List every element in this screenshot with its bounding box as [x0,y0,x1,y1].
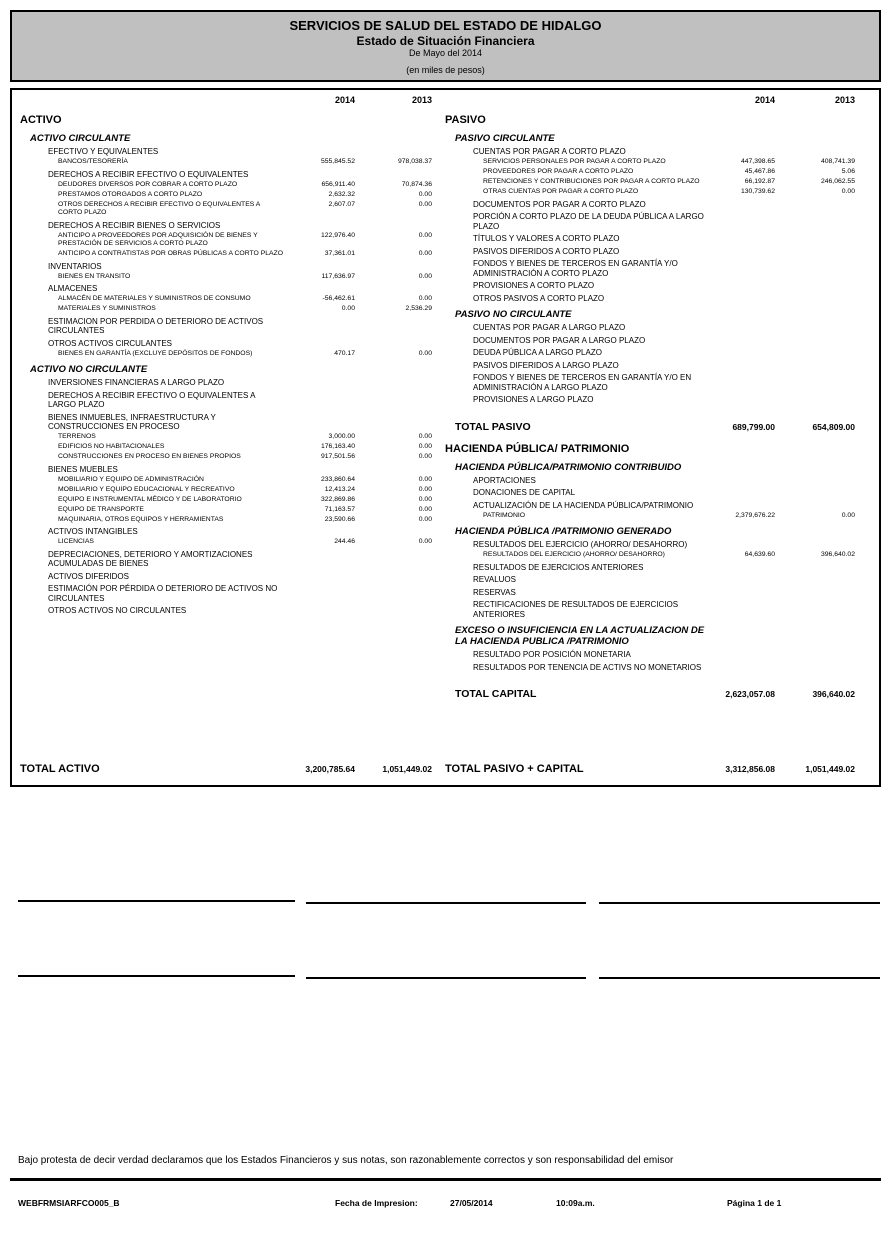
statement-row [12,364,432,375]
report-period: De Mayo del 2014 [408,48,483,58]
row-value-2014: 122,976.40 [320,231,355,239]
row-value-2013: 0.00 [418,495,432,503]
signature-line [599,902,880,904]
row-label: DEPRECIACIONES, DETERIORO Y AMORTIZACIONES ACUMULADAS DE BIENES [48,549,253,568]
row-label: INVENTARIOS [48,261,102,271]
statement-row [437,373,855,392]
row-label: PROVISIONES A LARGO PLAZO [473,395,594,404]
signature-line [599,977,880,979]
row-value-2013: 0.00 [418,443,432,450]
row-label: OTROS ACTIVOS NO CIRCULANTES [48,606,187,615]
row-label: MOBILIARIO Y EQUIPO DE ADMINISTRACIÓN [58,475,204,483]
row-value-2014: 23,590.66 [324,515,355,523]
statement-row [12,413,432,432]
report-subtitle: Estado de Situación Financiera [356,34,535,48]
row-label: CUENTAS POR PAGAR A LARGO PLAZO [473,323,626,332]
row-label: PASIVO [445,114,486,126]
row-value-2014: 689,799.00 [732,421,775,432]
row-label: BIENES INMUEBLES, INFRAESTRUCTURA Y CONSTRUCCIONES EN PROCESO [48,412,216,431]
statement-row [12,191,432,200]
row-value-2014: 12,413.24 [324,485,355,493]
signature-line [306,977,586,979]
row-value-2013: 0.00 [418,515,432,523]
statement-row [12,147,432,157]
total-activo-row [12,763,437,775]
row-label: OTROS ACTIVOS CIRCULANTES [48,338,173,348]
row-value-2014: 917,501.56 [320,453,355,460]
statement-row [437,476,855,486]
statement-row [12,433,432,442]
statement-row [12,486,432,495]
row-label: TOTAL PASIVO [455,420,531,433]
statement-row [12,114,432,127]
row-value-2013: 0.00 [418,475,432,483]
total-pasivo-capital-2013: 1,051,449.02 [805,764,855,774]
statement-row [12,232,432,249]
statement-row [437,443,855,456]
row-value-2014: 555,845.52 [320,158,355,165]
row-value-2013: 70,874.36 [401,180,432,188]
signature-line [18,975,295,977]
row-value-2014: 470.17 [334,349,355,357]
row-label: FONDOS Y BIENES DE TERCEROS EN GARANTÍA Y/O EN ADMINISTRACIÓN A LARGO PLAZO [473,373,692,392]
statement-row [437,200,855,210]
report-units: (en miles de pesos) [406,65,485,75]
statement-row [12,527,432,537]
row-value-2014: 3,000.00 [328,433,355,440]
row-label: HACIENDA PÚBLICA /PATRIMONIO GENERADO [455,526,672,537]
row-label: MATERIALES Y SUMINISTROS [58,305,156,312]
statement-row [437,294,855,304]
signature-line [18,900,295,902]
signature-line [306,902,586,904]
statement-row [437,361,855,371]
total-activo-2014: 3,200,785.64 [305,764,355,774]
statement-row [12,350,432,359]
statement-row [12,339,432,349]
row-label: PATRIMONIO [483,511,526,519]
row-label: BIENES EN TRANSITO [58,272,131,280]
row-label: BANCOS/TESORERÍA [58,158,128,165]
row-label: TÍTULOS Y VALORES A CORTO PLAZO [473,234,620,243]
row-label: PASIVOS DIFERIDOS A LARGO PLAZO [473,360,619,370]
row-value-2014: 64,639.60 [744,551,775,558]
row-label: REVALUOS [473,575,516,584]
statement-row [437,323,855,333]
row-label: INVERSIONES FINANCIERAS A LARGO PLAZO [48,378,225,387]
row-label: HACIENDA PÚBLICA/PATRIMONIO CONTRIBUIDO [455,461,682,473]
row-label: DERECHOS A RECIBIR EFECTIVO O EQUIVALENTES A LARGO PLAZO [48,390,256,409]
row-value-2013: 0.00 [418,190,432,198]
row-label: CUENTAS POR PAGAR A CORTO PLAZO [473,147,626,156]
row-value-2014: 117,636.97 [321,272,355,280]
row-value-2013: 0.00 [418,505,432,513]
row-label: RESERVAS [473,587,516,597]
statement-row [12,538,432,547]
row-label: ACTIVO CIRCULANTE [30,133,131,144]
statement-row [12,295,432,304]
statement-row [12,317,432,336]
balance-sheet-columns [12,90,879,757]
row-label: LICENCIAS [58,538,94,545]
statement-row [437,212,855,231]
pasivo-column [437,90,879,757]
row-value-2014: -56,462.61 [322,295,355,302]
grand-totals-row [12,757,879,785]
row-label: APORTACIONES [473,475,536,485]
print-time: 10:09a.m. [556,1198,595,1208]
statement-row [437,501,855,511]
report-header [10,10,881,82]
row-label: MAQUINARIA, OTROS EQUIPOS Y HERRAMIENTAS [58,515,224,523]
statement-row [437,147,855,157]
print-date: 27/05/2014 [450,1198,493,1208]
row-label: DOCUMENTOS POR PAGAR A LARGO PLAZO [473,335,646,345]
statement-row [12,250,432,259]
row-value-2013: 396,640.02 [812,689,855,699]
row-label: ESTIMACION POR PERDIDA O DETERIORO DE ACTIVOS CIRCULANTES [48,316,264,335]
row-value-2014: 176,163.40 [320,443,355,450]
statement-row [437,178,855,187]
statement-row [12,572,432,582]
row-value-2013: 5.06 [841,168,855,175]
statement-row [437,688,855,701]
row-value-2013: 0.00 [418,295,432,302]
row-value-2014: 0.00 [341,305,355,312]
statement-row [437,158,855,167]
row-value-2013: 0.00 [418,453,432,460]
footer-divider [10,1178,881,1181]
year-column-headers-left [12,90,432,105]
statement-row [437,114,855,127]
row-value-2013: 0.00 [418,538,432,545]
row-label: DERECHOS A RECIBIR BIENES O SERVICIOS [48,220,221,230]
row-value-2013: 0.00 [841,188,855,195]
statement-row [12,170,432,180]
statement-row [12,284,432,294]
statement-row [437,395,855,405]
report-title: SERVICIOS DE SALUD DEL ESTADO DE HIDALGO [289,18,602,33]
pasivo-rows [437,105,855,701]
row-label: ACTIVO [20,114,62,126]
row-value-2013: 2,536.29 [405,305,432,312]
statement-row [12,262,432,272]
row-value-2014: 244.46 [334,538,355,545]
row-label: PROVISIONES A CORTO PLAZO [473,281,595,290]
row-label: PASIVOS DIFERIDOS A CORTO PLAZO [473,246,620,256]
statement-row [437,188,855,197]
statement-row [437,281,855,291]
row-label: EFECTIVO Y EQUIVALENTES [48,147,159,156]
row-label: RETENCIONES Y CONTRIBUCIONES POR PAGAR A CORTO PLAZO [483,178,700,185]
statement-row [437,168,855,177]
row-label: OTROS PASIVOS A CORTO PLAZO [473,293,605,303]
row-value-2014: 2,632.32 [328,190,355,198]
row-label: RESULTADOS DEL EJERCICIO (AHORRO/ DESAHORRO) [473,540,688,549]
row-value-2014: 130,739.62 [740,188,775,195]
statement-row [437,526,855,537]
row-label: SERVICIOS PERSONALES POR PAGAR A CORTO PLAZO [483,158,666,165]
row-label: RESULTADOS DE EJERCICIOS ANTERIORES [473,562,644,572]
row-value-2013: 0.00 [418,272,432,280]
row-label: ACTIVOS INTANGIBLES [48,527,138,536]
statement-row [437,421,855,434]
statement-row [12,584,432,603]
statement-row [437,588,855,598]
row-label: PASIVO NO CIRCULANTE [455,309,572,320]
row-label: RECTIFICACIONES DE RESULTADOS DE EJERCICIOS ANTERIORES [473,600,679,619]
statement-row [437,133,855,144]
statement-row [437,625,855,647]
row-value-2013: 0.00 [418,433,432,440]
statement-row [437,309,855,320]
statement-row [12,453,432,462]
row-label: BIENES MUEBLES [48,464,118,474]
row-label: FONDOS Y BIENES DE TERCEROS EN GARANTÍA Y/O ADMINISTRACIÓN A CORTO PLAZO [473,259,678,278]
statement-row [437,336,855,346]
statement-row [12,465,432,475]
statement-row [12,158,432,167]
row-value-2013: 0.00 [418,485,432,493]
row-label: DONACIONES DE CAPITAL [473,488,576,497]
row-value-2013: 654,809.00 [812,421,855,432]
statement-row [12,516,432,525]
row-value-2014: 66,192.87 [744,178,775,185]
statement-row [437,663,855,673]
statement-row [12,606,432,616]
row-value-2014: 45,467.86 [744,168,775,175]
row-label: ACTIVOS DIFERIDOS [48,571,129,581]
row-value-2014: 2,623,057.08 [725,689,775,699]
statement-row [437,575,855,585]
row-label: ACTUALIZACIÓN DE LA HACIENDA PÚBLICA/PATRIMONIO [473,500,694,510]
row-value-2014: 37,361.01 [324,250,355,257]
statement-row [437,488,855,498]
statement-row [12,476,432,485]
row-value-2013: 0.00 [418,231,432,239]
row-label: ESTIMACIÓN POR PÉRDIDA O DETERIORO DE ACTIVOS NO CIRCULANTES [48,584,278,603]
total-pasivo-capital-2014: 3,312,856.08 [725,764,775,774]
statement-row [437,234,855,244]
row-label: MOBILIARIO Y EQUIPO EDUCACIONAL Y RECREATIVO [58,485,235,493]
row-value-2014: 447,398.65 [740,158,775,165]
statement-row [12,391,432,410]
row-value-2013: 396,640.02 [820,551,855,558]
statement-row [437,563,855,573]
page-number: Página 1 de 1 [727,1198,782,1208]
print-date-label: Fecha de Impresion: [335,1198,418,1208]
row-label: PRESTAMOS OTORGADOS A CORTO PLAZO [58,190,203,198]
row-value-2013: 0.00 [418,250,432,257]
total-pasivo-capital-row [437,763,879,775]
row-label: TERRENOS [58,433,96,440]
year-header-2013: 2013 [411,95,432,105]
row-label: DEUDORES DIVERSOS POR COBRAR A CORTO PLAZO [58,180,238,188]
year-header-2014: 2014 [754,95,775,105]
statement-row [12,378,432,388]
statement-row [437,540,855,550]
row-value-2014: 233,860.64 [320,475,355,483]
statement-row [437,551,855,560]
row-label: ACTIVO NO CIRCULANTE [30,364,148,375]
row-value-2014: 322,869.86 [320,495,355,503]
statement-row [437,650,855,660]
row-value-2013: 408,741.39 [820,158,855,165]
total-pasivo-capital-label: TOTAL PASIVO + CAPITAL [445,763,584,775]
statement-row [12,133,432,144]
row-label: OTRAS CUENTAS POR PAGAR A CORTO PLAZO [483,188,639,195]
row-value-2013: 246,062.55 [820,178,855,185]
statement-row [437,247,855,257]
row-value-2014: 71,163.57 [324,505,355,513]
row-label: CONSTRUCCIONES EN PROCESO EN BIENES PROPIOS [58,453,241,460]
statement-row [12,201,432,218]
activo-rows [12,105,432,616]
balance-sheet [10,88,881,787]
row-value-2014: 2,379,676.22 [735,511,775,519]
row-label: ALMACENES [48,284,98,293]
row-label: EQUIPO E INSTRUMENTAL MÉDICO Y DE LABORATORIO [58,495,242,503]
row-label: EDIFICIOS NO HABITACIONALES [58,443,165,450]
statement-row [437,348,855,358]
statement-row [12,496,432,505]
row-label: OTROS DERECHOS A RECIBIR EFECTIVO O EQUIVALENTES A CORTO PLAZO [58,200,260,216]
statement-row [437,259,855,278]
total-activo-2013: 1,051,449.02 [382,764,432,774]
year-header-2014: 2014 [334,95,355,105]
row-label: EXCESO O INSUFICIENCIA EN LA ACTUALIZACION DE LA HACIENDA PUBLICA /PATRIMONIO [455,625,705,647]
row-label: EQUIPO DE TRANSPORTE [58,505,144,513]
row-label: DOCUMENTOS POR PAGAR A CORTO PLAZO [473,199,646,209]
row-value-2013: 978,038.37 [397,158,432,165]
statement-row [12,221,432,231]
row-label: RESULTADOS DEL EJERCICIO (AHORRO/ DESAHORRO) [483,551,665,558]
activo-column [12,90,437,757]
declaration-text: Bajo protesta de decir verdad declaramos que los Estados Financieros y sus notas, son razonablemente correctos y son responsabilidad del emisor [18,1155,674,1166]
year-header-2013: 2013 [834,95,855,105]
row-label: BIENES EN GARANTÍA (EXCLUYE DEPÓSITOS DE FONDOS) [58,349,253,357]
statement-row [12,305,432,314]
row-value-2013: 0.00 [418,349,432,357]
statement-row [437,462,855,473]
statement-row [12,273,432,282]
row-label: PROVEEDORES POR PAGAR A CORTO PLAZO [483,168,634,175]
row-label: PORCIÓN A CORTO PLAZO DE LA DEUDA PÚBLICA A LARGO PLAZO [473,212,704,231]
row-label: TOTAL CAPITAL [455,688,537,700]
statement-row [12,550,432,569]
row-label: ALMACÉN DE MATERIALES Y SUMINISTROS DE CONSUMO [58,295,251,302]
statement-row [12,506,432,515]
row-value-2013: 0.00 [418,200,432,208]
row-label: DEUDA PÚBLICA A LARGO PLAZO [473,348,602,357]
statement-row [437,512,855,521]
form-code: WEBFRMSIARFCO005_B [18,1198,120,1208]
row-label: PASIVO CIRCULANTE [455,133,555,144]
row-value-2014: 2,607.07 [328,200,355,208]
statement-row [12,443,432,452]
row-label: RESULTADO POR POSICIÓN MONETARIA [473,650,631,659]
year-column-headers-right [437,90,855,105]
statement-row [437,600,855,619]
row-value-2013: 0.00 [841,511,855,519]
row-label: HACIENDA PÚBLICA/ PATRIMONIO [445,442,630,455]
statement-row [12,181,432,190]
row-label: ANTICIPO A CONTRATISTAS POR OBRAS PÚBLICAS A CORTO PLAZO [58,250,283,257]
total-activo-label: TOTAL ACTIVO [20,763,100,775]
row-value-2014: 656,911.40 [321,180,355,188]
row-label: ANTICIPO A PROVEEDORES POR ADQUISICIÓN DE BIENES Y PRESTACIÓN DE SERVICIOS A CORTO PLAZO [58,231,258,247]
row-label: RESULTADOS POR TENENCIA DE ACTIVS NO MONETARIOS [473,662,702,672]
row-label: DERECHOS A RECIBIR EFECTIVO O EQUIVALENTES [48,169,249,179]
